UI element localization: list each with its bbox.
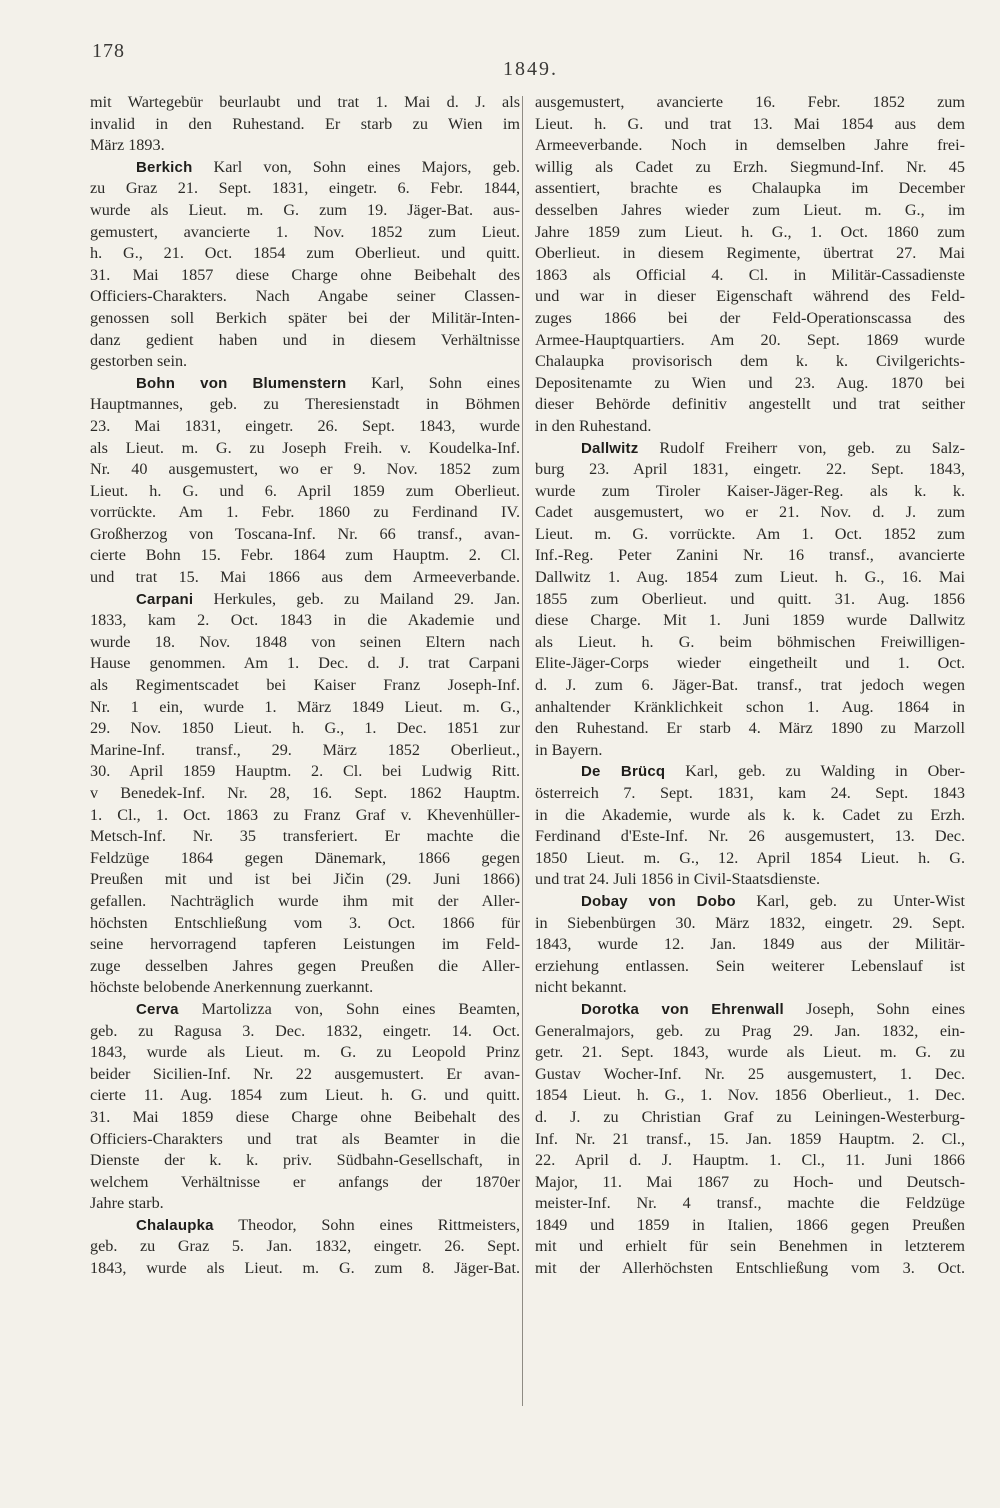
line-text: desselben Jahres wieder zum Lieut. m. G., im [535,200,965,219]
line-text: willig als Cadet zu Erzh. Siegmund-Inf. Nr. 45 [535,157,965,176]
line-text: 22. April d. J. Hauptm. 1. Cl., 11. Juni 1866 [535,1151,965,1170]
text-line [535,545,965,567]
entry-heading-line [535,438,965,460]
line-text: Joseph, Sohn eines [783,999,965,1018]
text-line [535,373,965,395]
line-text: Dallwitz 1. Aug. 1854 zum Lieut. h. G., 16. Mai [535,568,965,587]
text-line [90,1129,520,1151]
text-line [535,783,965,805]
text-line [90,740,520,762]
line-text: Karl, geb. zu Walding in Ober- [665,762,965,781]
text-line [90,351,520,373]
text-line [535,1129,965,1151]
line-text: seine hervorragend tapferen Leistungen im Feld- [90,935,520,954]
line-text: meister-Inf. Nr. 4 transf., machte die Feldzüge [535,1194,965,1213]
text-line [90,135,520,157]
line-text: gemustert, avancierte 1. Nov. 1852 zum Lieut. [90,222,520,241]
text-line [535,610,965,632]
line-text: und trat 24. Juli 1856 in Civil-Staatsdienste. [535,870,821,889]
line-text: in Siebenbürgen 30. März 1832, eingetr. 29. Sept. [535,913,965,932]
text-line [535,157,965,179]
line-text: in die Akademie, wurde als k. k. Cadet zu Erzh. [535,805,965,824]
text-line [535,286,965,308]
text-line [535,1193,965,1215]
entry-heading-line [90,999,520,1021]
line-text: Preußen mit und ist bei Jičin (29. Juni 1866) [90,870,520,889]
text-line [535,222,965,244]
column-divider [522,96,523,1406]
line-text: Chalaupka provisorisch dem k. k. Civilgerichts- [535,352,965,371]
text-line [90,1193,520,1215]
line-text: vorrückte. Am 1. Febr. 1860 zu Ferdinand IV. [90,503,520,522]
text-line [535,956,965,978]
line-text: Lieut. m. G. vorrückte. Am 1. Oct. 1852 zum [535,524,965,543]
text-line [535,1215,965,1237]
text-line [90,956,520,978]
entry-heading-line [535,891,965,913]
text-line [535,1042,965,1064]
line-text: Dienste der k. k. priv. Südbahn-Gesellschaft, in [90,1151,520,1170]
line-text: Jahre 1859 zum Lieut. h. G., 1. Oct. 1860 zum [535,222,965,241]
text-line [535,178,965,200]
text-line [535,243,965,265]
text-line [535,416,965,438]
text-line [535,1150,965,1172]
text-line [90,805,520,827]
text-line [90,891,520,913]
line-text: invalid in den Ruhestand. Er starb zu Wien im [90,114,520,133]
line-text: 31. Mai 1857 diese Charge ohne Beibehalt des [90,265,520,284]
entry-name: Cerva [136,1000,179,1018]
line-text: Metsch-Inf. Nr. 35 transferiert. Er machte die [90,827,520,846]
text-line [90,265,520,287]
line-text: Ferdinand d'Este-Inf. Nr. 26 ausgemustert, 13. Dec. [535,827,965,846]
running-title: 1849. [503,58,558,80]
entry-heading-line [90,373,520,395]
text-line [90,394,520,416]
line-text: anhaltender Kränklichkeit schon 1. Aug. 1864 in [535,697,965,716]
line-text: wurde 18. Nov. 1848 von seinen Eltern nach [90,632,520,651]
line-text: wurde als Lieut. m. G. zum 19. Jäger-Bat. aus- [90,200,520,219]
text-line [90,1107,520,1129]
line-text: 1863 als Official 4. Cl. in Militär-Cassadienste [535,265,965,284]
line-text: wurde zum Tiroler Kaiser-Jäger-Reg. als k. k. [535,481,965,500]
line-text: 1833, kam 2. Oct. 1843 in die Akademie und [90,611,520,630]
text-line [535,394,965,416]
text-line [535,718,965,740]
line-text: 1855 zum Oberlieut. und quitt. 31. Aug. 1856 [535,589,965,608]
line-text: getr. 21. Sept. 1843, wurde als Lieut. m. G. zu [535,1043,965,1062]
text-line [90,1085,520,1107]
line-text: 1843, wurde als Lieut. m. G. zu Leopold Prinz [90,1043,520,1062]
line-text: und war in dieser Eigenschaft während des Feld- [535,287,965,306]
line-text: höchste belobende Anerkennung zuerkannt. [90,978,374,997]
text-line [90,567,520,589]
text-line [90,92,520,114]
text-line [90,524,520,546]
entry-heading-line [90,1215,520,1237]
line-text: Major, 11. Mai 1867 zu Hoch- und Deutsch- [535,1172,965,1191]
entry-heading-line [90,589,520,611]
text-line [90,114,520,136]
entry-name: Dallwitz [581,439,639,457]
text-line [90,438,520,460]
text-line [535,869,965,891]
line-text: Lieut. h. G. und trat 13. Mai 1854 aus dem [535,114,965,133]
line-text: 1. Cl., 1. Oct. 1863 zu Franz Graf v. Khevenhüller- [90,805,520,824]
text-line [535,502,965,524]
line-text: dieser Behörde definitiv angestellt und trat seither [535,395,965,414]
text-line [90,459,520,481]
line-text: Depositenamte zu Wien und 23. Aug. 1870 bei [535,373,965,392]
line-text: Theodor, Sohn eines Rittmeisters, [213,1215,520,1234]
text-line [90,826,520,848]
text-line [90,286,520,308]
line-text: gefallen. Nachträglich wurde ihm mit der Aller- [90,891,520,910]
entry-name: Berkich [136,158,193,176]
text-line [90,653,520,675]
line-text: Oberlieut. in diesem Regimente, übertrat 27. Mai [535,244,965,263]
line-text: in Bayern. [535,740,603,759]
text-line [535,675,965,697]
text-line [90,1236,520,1258]
line-text: Gustav Wocher-Inf. Nr. 25 ausgemustert, 1. Dec. [535,1064,965,1083]
line-text: mit und erhielt für sein Benehmen in letzterem [535,1237,965,1256]
line-text: 1843, wurde 12. Jan. 1849 aus der Militär- [535,935,965,954]
left-column [90,92,520,1280]
text-line [90,934,520,956]
text-line [90,243,520,265]
text-line [535,913,965,935]
line-text: als Regimentscadet bei Kaiser Franz Joseph-Inf. [90,676,520,695]
text-line [90,1042,520,1064]
text-line [535,653,965,675]
text-line [90,632,520,654]
text-line [535,1258,965,1280]
text-line [90,200,520,222]
text-line [90,222,520,244]
line-text: 1849 und 1859 in Italien, 1866 gegen Preußen [535,1215,965,1234]
entry-heading-line [90,157,520,179]
text-line [535,351,965,373]
line-text: Marine-Inf. transf., 29. März 1852 Oberlieut., [90,740,520,759]
line-text: nicht bekannt. [535,978,627,997]
text-line [535,200,965,222]
line-text: Armee-Hauptquartiers. Am 20. Sept. 1869 wurde [535,330,965,349]
line-text: 1850 Lieut. m. G., 12. April 1854 Lieut. h. G. [535,848,965,867]
line-text: erziehung entlassen. Sein weiterer Lebenslauf ist [535,956,965,975]
line-text: Feldzüge 1864 gegen Dänemark, 1866 gegen [90,848,520,867]
text-line [90,869,520,891]
entry-name: Carpani [136,590,194,608]
text-line [90,1064,520,1086]
text-line [535,135,965,157]
text-line [90,178,520,200]
text-line [535,1085,965,1107]
entry-heading-line [535,761,965,783]
text-line [535,1172,965,1194]
line-text: März 1893. [90,136,165,155]
text-line [535,481,965,503]
text-line [90,1150,520,1172]
text-line [90,308,520,330]
line-text: als Lieut. m. G. zu Joseph Freih. v. Koudelka-Inf. [90,438,520,457]
line-text: Officiers-Charakters. Nach Angabe seiner Classen- [90,287,520,306]
text-line [90,502,520,524]
line-text: zuge desselben Jahres gegen Preußen die Aller- [90,956,520,975]
text-line [90,848,520,870]
line-text: h. G., 21. Oct. 1854 zum Oberlieut. und quitt. [90,244,520,263]
text-line [90,481,520,503]
text-line [90,1021,520,1043]
text-line [535,308,965,330]
line-text: cierte Bohn 15. Febr. 1864 zum Hauptm. 2. Cl. [90,546,520,565]
text-line [535,589,965,611]
line-text: 31. Mai 1859 diese Charge ohne Beibehalt des [90,1107,520,1126]
line-text: in den Ruhestand. [535,416,652,435]
text-line [90,977,520,999]
text-line [535,567,965,589]
line-text: und trat 15. Mai 1866 aus dem Armeeverbande. [90,568,520,587]
text-line [535,1021,965,1043]
line-text: Elite-Jäger-Corps wieder eingetheilt und 1. Oct. [535,654,965,673]
line-text: 30. April 1859 Hauptm. 2. Cl. bei Ludwig Ritt. [90,762,520,781]
line-text: gestorben sein. [90,352,188,371]
line-text: 29. Nov. 1850 Lieut. h. G., 1. Dec. 1851 zur [90,719,520,738]
text-line [90,330,520,352]
line-text: den Ruhestand. Er starb 4. März 1890 zu Marzoll [535,719,965,738]
entry-name: Chalaupka [136,1216,214,1234]
line-text: 1843, wurde als Lieut. m. G. zum 8. Jäger-Bat. [90,1259,520,1278]
text-line [535,740,965,762]
line-text: diese Charge. Mit 1. Juni 1859 wurde Dallwitz [535,611,965,630]
text-line [90,416,520,438]
line-text: 1854 Lieut. h. G., 1. Nov. 1856 Oberlieut., 1. Dec. [535,1086,965,1105]
line-text: danz gedient haben und in diesem Verhältnisse [90,330,520,349]
line-text: ausgemustert, avancierte 16. Febr. 1852 zum [535,93,965,111]
text-line [90,783,520,805]
line-text: geb. zu Graz 5. Jan. 1832, eingetr. 26. Sept. [90,1237,520,1256]
text-line [535,697,965,719]
line-text: mit der Allerhöchsten Entschließung vom 3. Oct. [535,1259,965,1278]
line-text: zu Graz 21. Sept. 1831, eingetr. 6. Febr. 1844, [90,179,520,198]
line-text: Generalmajors, geb. zu Prag 29. Jan. 1832, ein- [535,1021,965,1040]
line-text: Rudolf Freiherr von, geb. zu Salz- [638,438,965,457]
text-line [535,265,965,287]
text-line [90,1172,520,1194]
line-text: d. J. zum 6. Jäger-Bat. transf., trat jedoch wegen [535,676,965,695]
text-line [535,459,965,481]
line-text: welchem Verhältnisse er anfangs der 1870er [90,1172,520,1191]
line-text: Hauptmannes, geb. zu Theresienstadt in Böhmen [90,395,520,414]
line-text: d. J. zu Christian Graf zu Leiningen-Westerburg- [535,1107,965,1126]
text-line [90,675,520,697]
line-text: Hause genommen. Am 1. Dec. d. J. trat Carpani [90,654,520,673]
line-text: 23. Mai 1831, eingetr. 26. Sept. 1843, wurde [90,416,520,435]
right-column [535,92,965,1280]
line-text: Martolizza von, Sohn eines Beamten, [178,999,520,1018]
line-text: zuges 1866 bei der Feld-Operationscassa des [535,308,965,327]
text-line [535,1107,965,1129]
line-text: beider Sicilien-Inf. Nr. 22 ausgemustert. Er avan- [90,1064,520,1083]
text-line [90,697,520,719]
entry-name: Bohn von Blumenstern [136,374,347,392]
text-line [535,805,965,827]
text-line [535,1236,965,1258]
line-text: Armeeverbande. Noch in demselben Jahre frei- [535,136,965,155]
text-line [535,934,965,956]
text-line [90,718,520,740]
text-line [90,913,520,935]
line-text: Karl, geb. zu Unter-Wist [735,891,965,910]
line-text: Herkules, geb. zu Mailand 29. Jan. [193,589,520,608]
text-line [535,826,965,848]
text-line [90,761,520,783]
line-text: Jahre starb. [90,1194,164,1213]
line-text: cierte 11. Aug. 1854 zum Lieut. h. G. und quitt. [90,1086,520,1105]
line-text: Inf. Nr. 21 transf., 15. Jan. 1859 Hauptm. 2. Cl., [535,1129,965,1148]
line-text: Karl, Sohn eines [346,373,520,392]
line-text: geb. zu Ragusa 3. Dec. 1832, eingetr. 14. Oct. [90,1021,520,1040]
text-line [535,848,965,870]
line-text: Inf.-Reg. Peter Zanini Nr. 16 transf., avancierte [535,546,965,565]
text-line [535,330,965,352]
line-text: Nr. 1 ein, wurde 1. März 1849 Lieut. m. G., [90,697,520,716]
line-text: genossen soll Berkich später bei der Militär-Inten- [90,308,520,327]
line-text: Karl von, Sohn eines Majors, geb. [192,157,520,176]
line-text: Lieut. h. G. und 6. April 1859 zum Oberlieut. [90,481,520,500]
line-text: mit Wartegebür beurlaubt und trat 1. Mai d. J. als [90,93,520,111]
text-line [535,977,965,999]
line-text: v Benedek-Inf. Nr. 28, 16. Sept. 1862 Hauptm. [90,784,520,802]
entry-heading-line [535,999,965,1021]
line-text: höchsten Entschließung vom 3. Oct. 1866 für [90,913,520,932]
text-line [90,1258,520,1280]
text-line [535,92,965,114]
line-text: österreich 7. Sept. 1831, kam 24. Sept. 1843 [535,784,965,802]
text-line [535,632,965,654]
text-line [535,524,965,546]
line-text: Nr. 40 ausgemustert, wo er 9. Nov. 1852 zum [90,460,520,479]
entry-name: Dobay von Dobo [581,892,736,910]
line-text: Officiers-Charakters und trat als Beamter in die [90,1129,520,1148]
entry-name: Dorotka von Ehrenwall [581,1000,784,1018]
entry-name: De Brücq [581,763,666,781]
text-line [535,114,965,136]
text-line [535,1064,965,1086]
text-line [90,545,520,567]
page-number: 178 [92,40,125,62]
line-text: assentiert, brachte es Chalaupka im December [535,179,965,198]
line-text: als Lieut. h. G. beim böhmischen Freiwilligen- [535,632,965,651]
line-text: Großherzog von Toscana-Inf. Nr. 66 transf., avan- [90,524,520,543]
line-text: Cadet ausgemustert, wo er 21. Nov. d. J. zum [535,503,965,522]
line-text: burg 23. April 1831, eingetr. 22. Sept. 1843, [535,460,965,479]
text-line [90,610,520,632]
